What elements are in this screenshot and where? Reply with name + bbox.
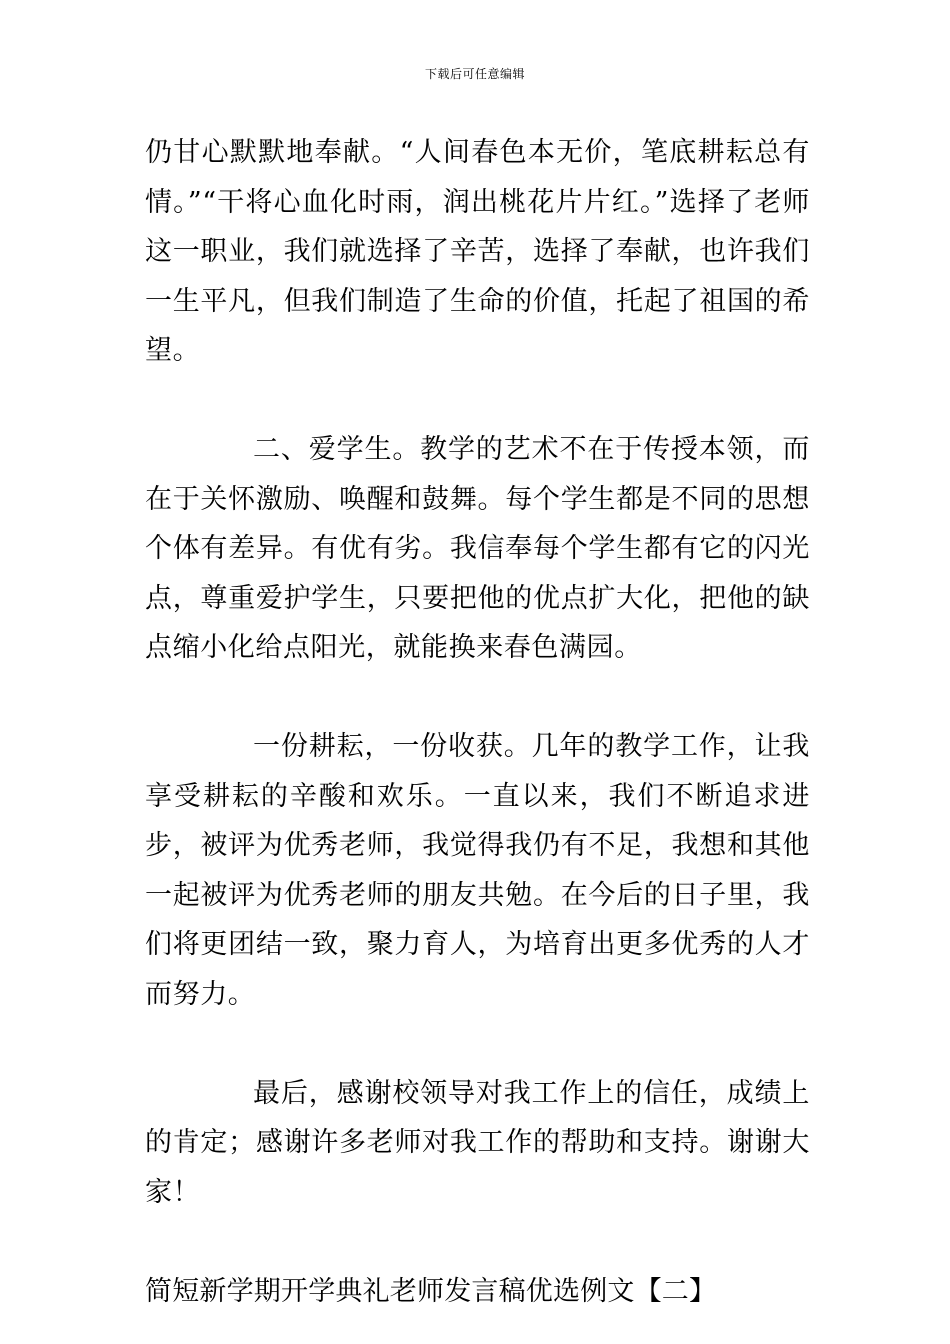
paragraph-thanks: 最后，感谢校领导对我工作上的信任，成绩上的肯定；感谢许多老师对我工作的帮助和支持。谢谢大家！ — [145, 1077, 810, 1208]
paragraph-spacer — [145, 673, 810, 723]
header-note: 下载后可任意编辑 — [424, 67, 525, 81]
section-heading: 简短新学期开学典礼老师发言稿优选例文【二】 — [145, 1275, 717, 1307]
paragraph-harvest: 一份耕耘，一份收获。几年的教学工作，让我享受耕耘的辛酸和欢乐。一直以来，我们不断追求进步，被评为优秀老师，我觉得我仍有不足，我想和其他一起被评为优秀老师的朋友共勉。在今后的日子里，我们将更团结一致，聚力育人，为培育出更多优秀的人才而努力。 — [145, 731, 810, 1010]
paragraph-love-students: 二、爱学生。教学的艺术不在于传授本领，而在于关怀激励、唤醒和鼓舞。每个学生都是不同的思想个体有差异。有优有劣。我信奉每个学生都有它的闪光点，尊重爱护学生，只要把他的优点扩大化，把他的缺点缩小化给点阳光，就能换来春色满园。 — [145, 434, 810, 663]
document-body — [145, 128, 810, 1316]
paragraph-spacer — [145, 1217, 810, 1267]
paragraph-dedication: 仍甘心默默地奉献。“人间春色本无价，笔底耕耘总有情。”“干将心血化时雨，润出桃花片片红。”选择了老师这一职业，我们就选择了辛苦，选择了奉献，也许我们一生平凡，但我们制造了生命的价值，托起了祖国的希望。 — [145, 137, 810, 366]
paragraph-spacer — [145, 1019, 810, 1069]
paragraph-spacer — [145, 376, 810, 426]
